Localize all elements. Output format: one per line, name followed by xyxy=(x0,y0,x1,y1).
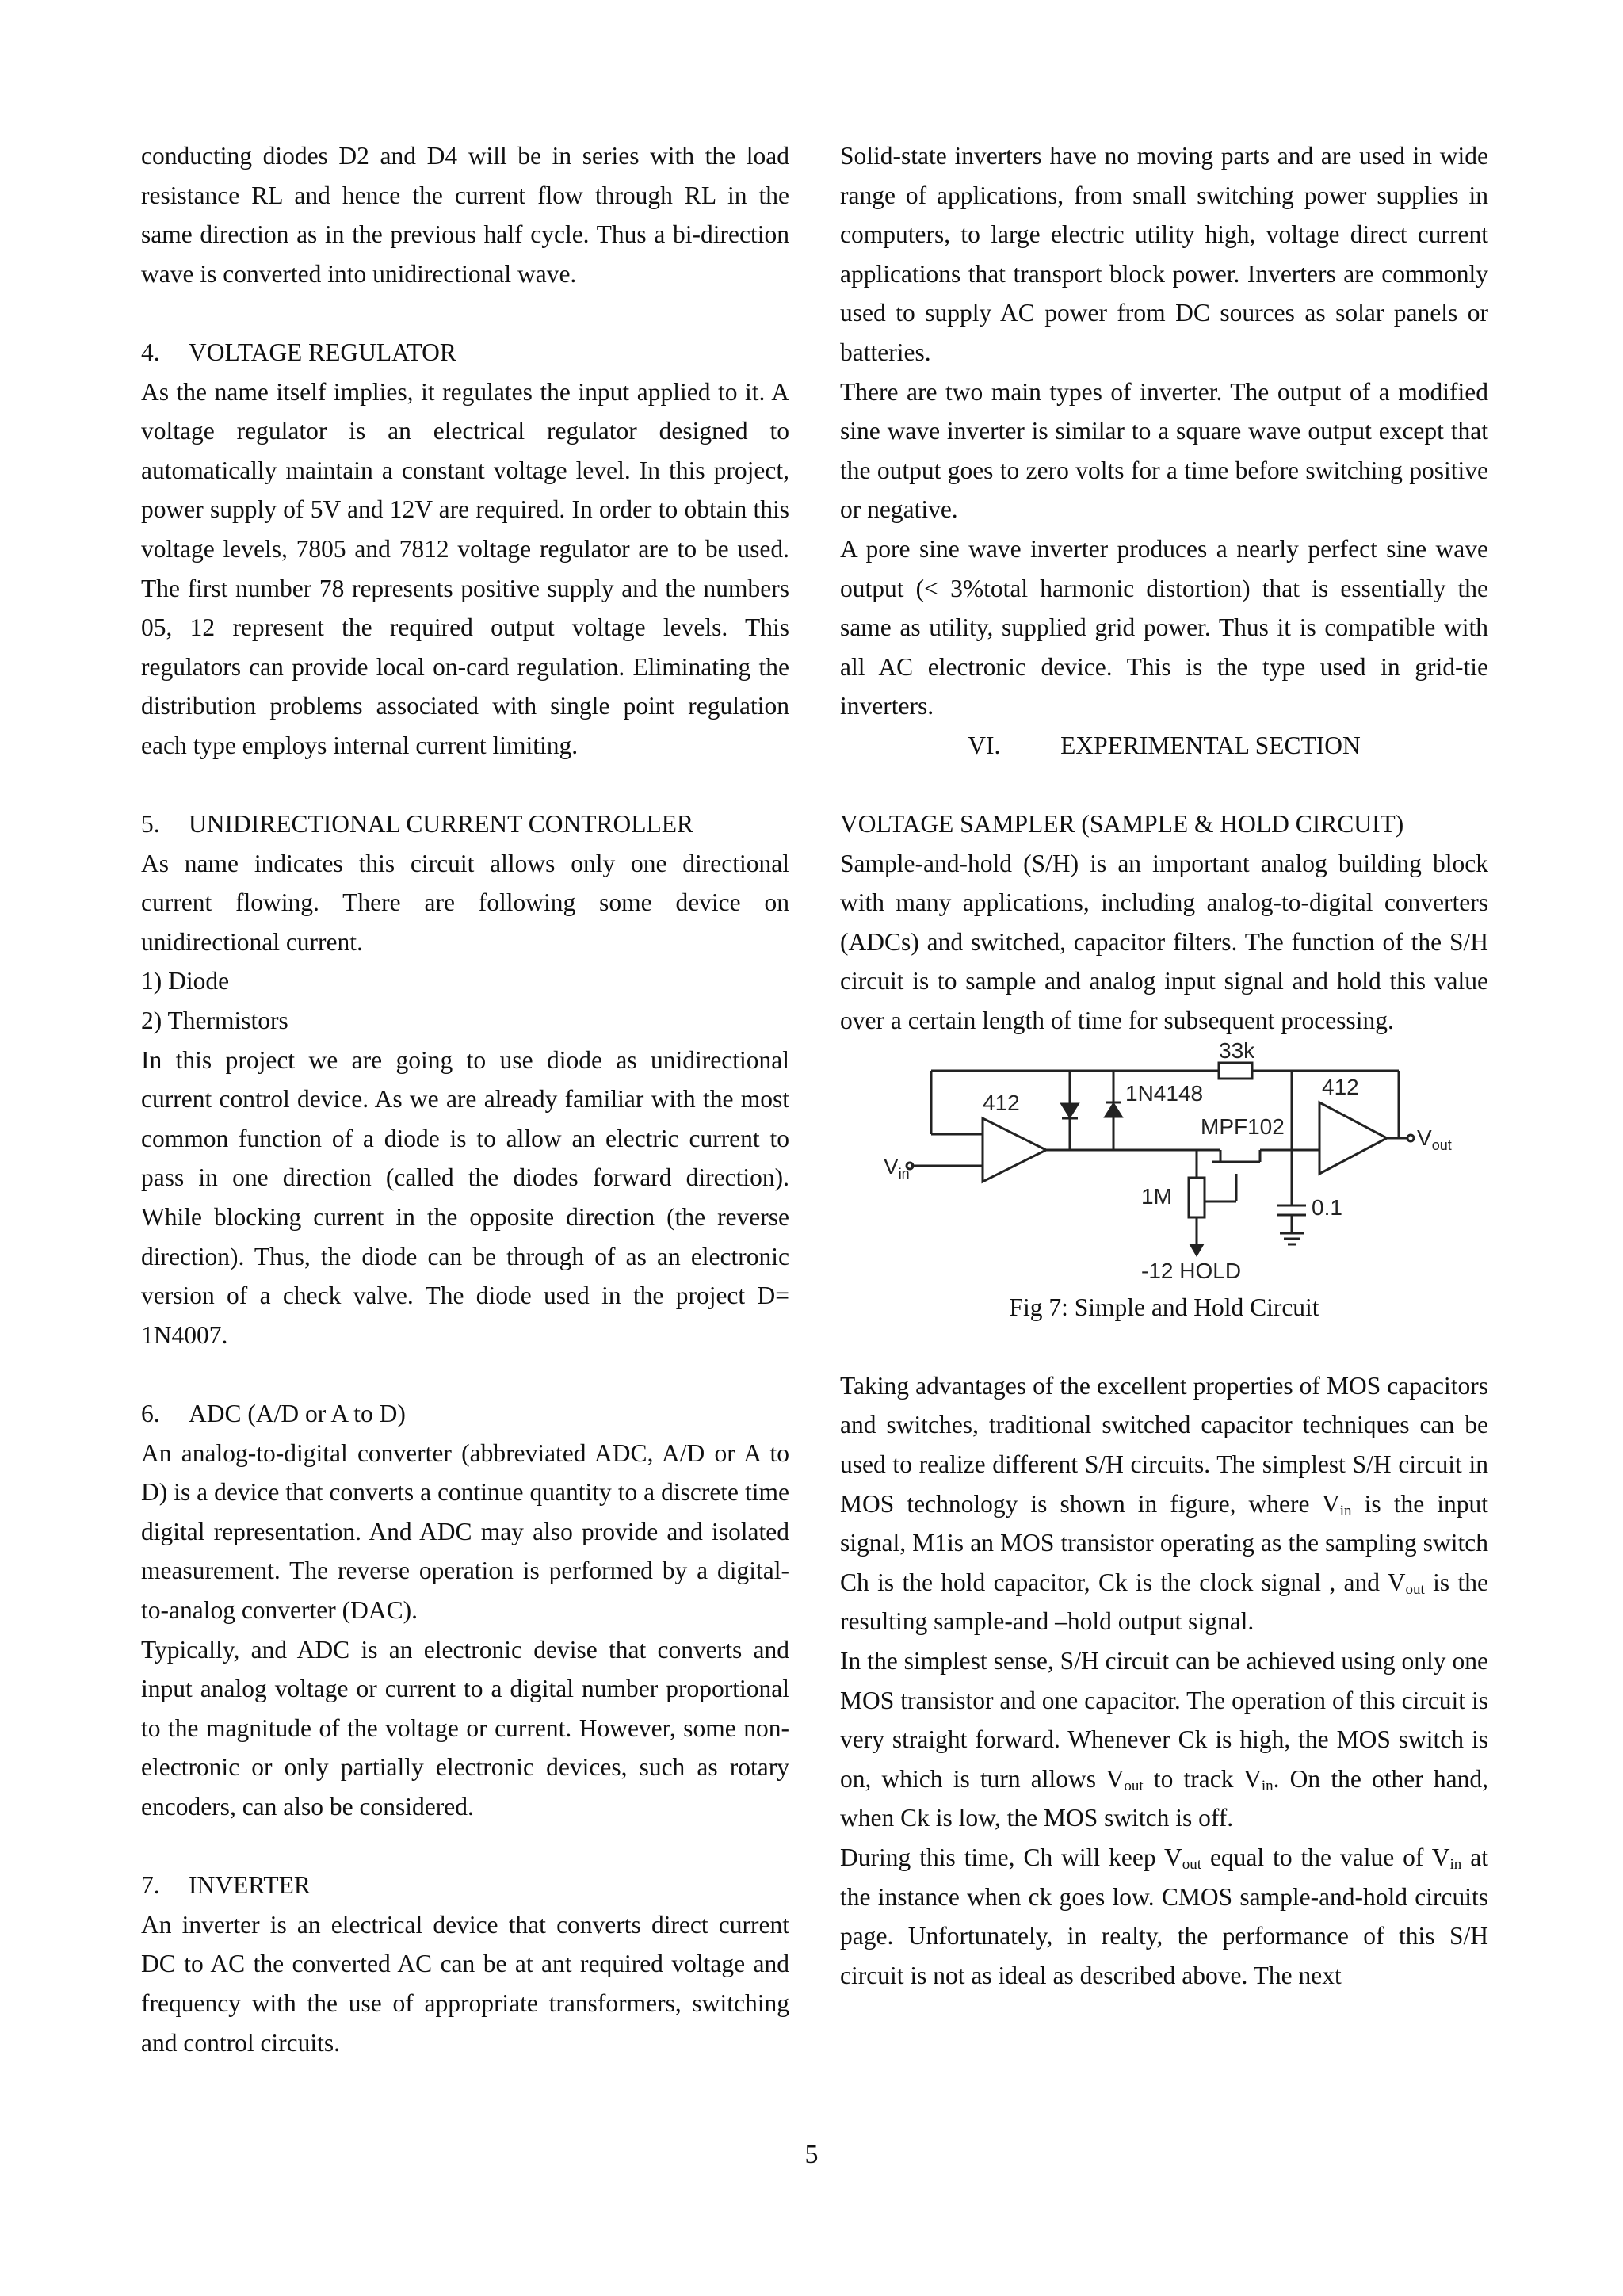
sample-hold-paragraph: Sample-and-hold (S/H) is an important analog building block with many applications, including analog-to-digital converters (ADCs) and switched, capacitor filters. The function of the S/H circuit is to sample and analog input signal and hold this value over a certain length of time for subsequent processing. xyxy=(840,849,1488,1035)
label-vout: $V_{out}$ xyxy=(1417,1125,1452,1153)
section-vi-title: EXPERIMENTAL SECTION xyxy=(1060,731,1361,759)
circuit-figure xyxy=(840,1037,1488,1285)
mos-paragraph-1: Taking advantages of the excellent properties of MOS capacitors and switches, traditional switched capacitor techniques can be used to realize different S/H circuits. The simplest S/H circuit in MOS technology is shown in figure, where $V_{in}$ is the input signal, M1is an MOS transistor operating as the sampling switch Ch is the hold capacitor, Ck is the clock signal , and $V_{out}$ is the resulting sample-and –hold output signal. xyxy=(840,1371,1488,1636)
section-5-number: 5. xyxy=(141,810,160,839)
section-6-body: An analog-to-digital converter (abbreviated ADC, A/D or A to D) is a device that converts a continue quantity to a discrete time digital representation. And ADC may also provide and isolated measurement. The reverse operation is performed by a digital-to-analog converter (DAC). xyxy=(141,1438,789,1624)
label-0-1: 0.1 xyxy=(1312,1194,1342,1220)
label-1n4148: 1N4148 xyxy=(1125,1080,1204,1106)
mos-paragraph-3: During this time, Ch will keep $V_{out}$ equal to the value of $V_{in}$ at the instance when ck goes low. CMOS sample-and-hold circuits page. Unfortunately, in realty, the performance of this S/H circuit is not as ideal as described above. The next xyxy=(840,1843,1488,1989)
section-6-heading xyxy=(141,1394,789,1434)
list-item-diode: 1) Diode xyxy=(141,967,230,995)
label-mpf102: MPF102 xyxy=(1201,1114,1285,1139)
section-4-number: 4. xyxy=(141,338,160,366)
label-hold: -12 HOLD xyxy=(1141,1258,1242,1283)
resistor-33k xyxy=(1219,1063,1252,1079)
opamp-left xyxy=(983,1118,1046,1182)
inverter-paragraph-2: There are two main types of inverter. The output of a modified sine wave inverter is similar to a square wave output except that the output goes to zero volts for a time before switching positive or negative. xyxy=(840,377,1488,524)
diode-2-icon xyxy=(1106,1104,1121,1117)
label-412-left: 412 xyxy=(983,1090,1020,1115)
diode-1-icon xyxy=(1062,1104,1078,1117)
section-4-heading xyxy=(141,333,789,372)
figure-caption: Fig 7: Simple and Hold Circuit xyxy=(1009,1293,1319,1321)
label-33k: 33k xyxy=(1219,1037,1255,1063)
right-column xyxy=(840,136,1488,1995)
section-5-heading xyxy=(141,804,789,844)
section-7-title: INVERTER xyxy=(189,1871,311,1900)
section-5-title: UNIDIRECTIONAL CURRENT CONTROLLER xyxy=(189,810,693,839)
label-vin: $V_{in}$ xyxy=(884,1153,910,1182)
intro-paragraph: conducting diodes D2 and D4 will be in series with the load resistance RL and hence the current flow through RL in the same direction as in the previous half cycle. Thus a bi-direction wave is converted into unidirectional wave. xyxy=(141,142,789,288)
section-4-body: As the name itself implies, it regulates the input applied to it. A voltage regulator is an electrical regulator designed to automatically maintain a constant voltage level. In this project, power supply of 5V and 12V are required. In order to obtain this voltage levels, 7805 and 7812 voltage regulator are to be used. The first number 78 represents positive supply and the numbers 05, 12 represent the required output voltage levels. This regulators can provide local on-card regulation. Eliminating the distribution problems associated with single point regulation each type employs internal current limiting. xyxy=(141,377,789,759)
section-5-body: As name indicates this circuit allows only one directional current flowing. There are following some device on unidirectional current. xyxy=(141,849,789,956)
left-column xyxy=(141,136,789,2062)
section-6-body-2: Typically, and ADC is an electronic devise that converts and input analog voltage or current to a digital number proportional to the magnitude of the voltage or current. However, some non-electronic or only partially electronic devices, such as rotary encoders, can also be considered. xyxy=(141,1635,789,1820)
opamp-right xyxy=(1319,1102,1387,1174)
label-412-right: 412 xyxy=(1322,1074,1359,1099)
section-vi-number: VI. xyxy=(968,731,1001,759)
section-7-number: 7. xyxy=(141,1871,160,1900)
sample-hold-circuit-diagram xyxy=(884,1037,1458,1285)
inverter-paragraph-3: A pore sine wave inverter produces a nearly perfect sine wave output (< 3%total harmonic distortion) that is essentially the same as utility, supplied grid power. Thus it is compatible with all AC electronic device. This is the type used in grid-tie inverters. xyxy=(840,534,1488,720)
section-5-body-2: In this project we are going to use diode as unidirectional current control device. As we are already familiar with the most common function of a diode is to allow an electric current to pass in one direction (called the diodes forward direction). While blocking current in the opposite direction (the reverse direction). Thus, the diode can be through of as an electronic version of a check valve. The diode used in the project D= 1N4007. xyxy=(141,1045,789,1349)
mos-paragraph-2: In the simplest sense, S/H circuit can be achieved using only one MOS transistor and one capacitor. The operation of this circuit is very straight forward. Whenever Ck is high, the MOS switch is on, which is turn allows $V_{out}$ to track $V_{in}$. On the other hand, when Ck is low, the MOS switch is off. xyxy=(840,1647,1489,1832)
label-1m: 1M xyxy=(1141,1183,1172,1209)
inverter-paragraph-1: Solid-state inverters have no moving parts and are used in wide range of applications, from small switching power supplies in computers, to large electric utility high, voltage direct current applications that transport block power. Inverters are commonly used to supply AC power from DC sources as solar panels or batteries. xyxy=(840,142,1488,366)
section-vi-heading xyxy=(840,726,1488,766)
section-6-title: ADC (A/D or A to D) xyxy=(189,1400,406,1427)
page-number: 5 xyxy=(804,2140,819,2169)
section-4-title: VOLTAGE REGULATOR xyxy=(189,338,456,366)
resistor-1m xyxy=(1189,1178,1205,1217)
section-6-number: 6. xyxy=(141,1400,160,1427)
subsection-title: VOLTAGE SAMPLER (SAMPLE & HOLD CIRCUIT) xyxy=(840,810,1404,839)
section-7-body: An inverter is an electrical device that converts direct current DC to AC the converted AC can be at ant required voltage and frequency with the use of appropriate transformers, switching and control circuits. xyxy=(141,1910,789,2057)
list-item-thermistors: 2) Thermistors xyxy=(141,1007,288,1035)
section-7-heading xyxy=(141,1866,789,1905)
